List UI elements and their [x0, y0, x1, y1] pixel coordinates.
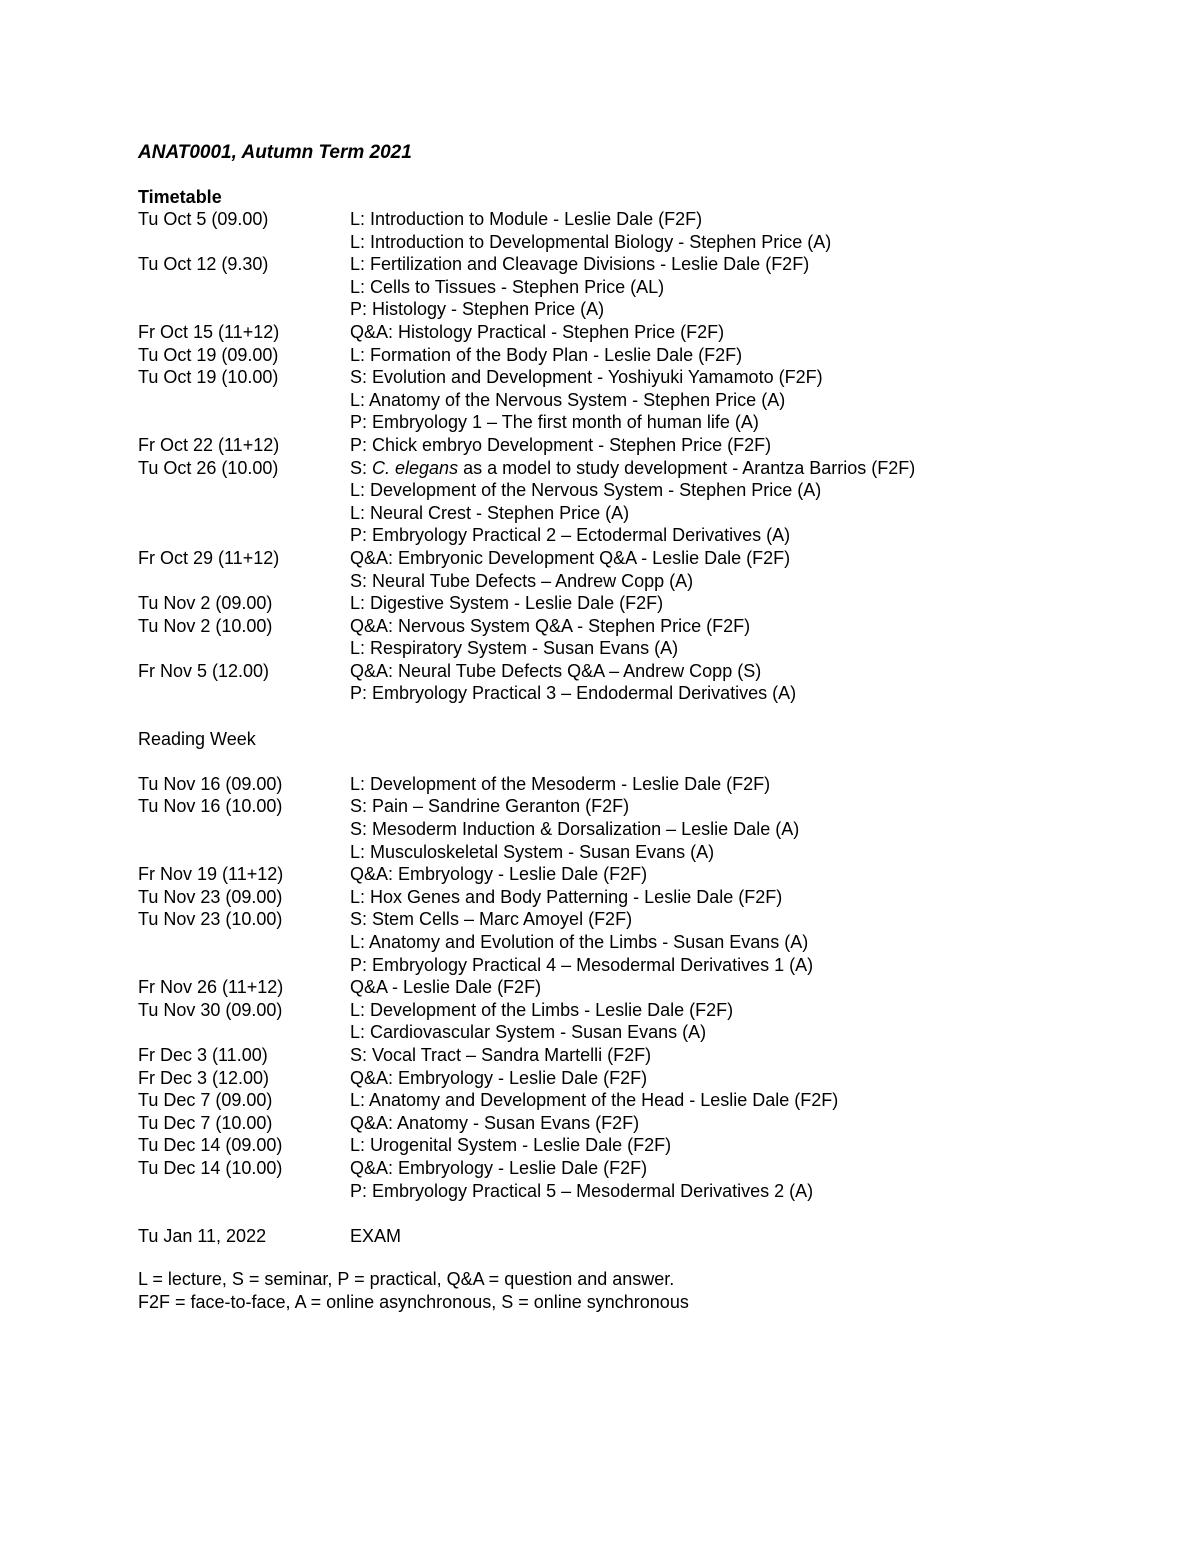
timetable-row: [138, 344, 1178, 367]
timetable-row: [138, 931, 1178, 954]
row-event: L: Introduction to Module - Leslie Dale (F2F): [350, 209, 703, 229]
row-date: Fr Oct 22 (11+12): [138, 434, 280, 455]
row-date: Tu Nov 2 (09.00): [138, 593, 273, 614]
legend-line: F2F = face-to-face, A = online asynchronous, S = online synchronous: [138, 1291, 689, 1312]
row-event: P: Chick embryo Development - Stephen Price (F2F): [350, 434, 772, 455]
row-event: L: Cells to Tissues - Stephen Price (AL): [350, 276, 665, 297]
row-event: L: Formation of the Body Plan - Leslie Dale (F2F): [350, 344, 743, 365]
timetable-row: [138, 389, 1178, 412]
row-event: Q&A: Nervous System Q&A - Stephen Price (F2F): [350, 615, 751, 636]
row-date: Fr Dec 3 (12.00): [138, 1067, 270, 1088]
row-event: S: Stem Cells – Marc Amoyel (F2F): [350, 909, 633, 930]
timetable-row: [138, 637, 1178, 660]
row-date: Fr Dec 3 (11.00): [138, 1044, 268, 1065]
row-date: Tu Oct 19 (09.00): [138, 344, 279, 365]
row-event: L: Neural Crest - Stephen Price (A): [350, 502, 630, 523]
row-date: Fr Nov 26 (11+12): [138, 977, 284, 998]
timetable-row: [138, 1044, 1178, 1067]
row-event: L: Musculoskeletal System - Susan Evans (A): [350, 841, 715, 862]
timetable-row: [138, 795, 1178, 818]
row-event: P: Histology - Stephen Price (A): [350, 299, 605, 320]
row-spacer: [138, 1202, 1178, 1225]
row-spacer: [138, 705, 1178, 728]
row-event: P: Embryology Practical 3 – Endodermal Derivatives (A): [350, 683, 797, 704]
timetable-row: [138, 276, 1178, 299]
event-suffix: as a model to study development - Arantza Barrios (F2F): [458, 457, 916, 478]
timetable-row: [138, 999, 1178, 1022]
row-date: Tu Oct 5 (09.00): [138, 209, 269, 229]
row-date: Tu Dec 7 (09.00): [138, 1090, 273, 1111]
section-heading: Timetable: [138, 187, 222, 207]
row-date: Tu Nov 23 (10.00): [138, 909, 283, 930]
row-date: Tu Oct 12 (9.30): [138, 254, 269, 275]
timetable-row: [138, 1134, 1178, 1157]
timetable-row: [138, 1157, 1178, 1180]
row-event: S: Mesoderm Induction & Dorsalization – Leslie Dale (A): [350, 819, 800, 840]
timetable-row: [138, 592, 1178, 615]
row-event: P: Embryology 1 – The first month of human life (A): [350, 412, 759, 433]
row-event: S: Pain – Sandrine Geranton (F2F): [350, 796, 630, 817]
row-event: L: Development of the Limbs - Leslie Dale (F2F): [350, 999, 734, 1020]
timetable-row: [138, 411, 1178, 434]
row-event: S: Evolution and Development - Yoshiyuki Yamamoto (F2F): [350, 367, 823, 388]
row-event: Q&A: Histology Practical - Stephen Price (F2F): [350, 321, 725, 342]
timetable-row: [138, 253, 1178, 276]
timetable-row: [138, 773, 1178, 796]
row-event: [350, 457, 915, 480]
timetable-row: [138, 366, 1178, 389]
timetable-row: [138, 728, 1178, 751]
row-date: Tu Nov 30 (09.00): [138, 999, 283, 1020]
row-event: Q&A: Neural Tube Defects Q&A – Andrew Copp (S): [350, 660, 762, 681]
timetable-row: [138, 570, 1178, 593]
row-date: Tu Nov 2 (10.00): [138, 615, 273, 636]
timetable-row: [138, 524, 1178, 547]
timetable-row: [138, 908, 1178, 931]
row-event: L: Respiratory System - Susan Evans (A): [350, 638, 679, 659]
timetable-row: [138, 231, 1178, 254]
timetable-row: [138, 298, 1178, 321]
row-event: L: Anatomy and Evolution of the Limbs - Susan Evans (A): [350, 932, 809, 952]
row-event: L: Fertilization and Cleavage Divisions - Leslie Dale (F2F): [350, 254, 810, 275]
timetable: [138, 208, 1178, 1247]
row-event: L: Urogenital System - Leslie Dale (F2F): [350, 1135, 672, 1156]
row-event: L: Anatomy of the Nervous System - Stephen Price (A): [350, 389, 786, 410]
timetable-row: [138, 502, 1178, 525]
row-date: Tu Nov 16 (10.00): [138, 796, 283, 817]
timetable-row: [138, 321, 1178, 344]
row-date: Fr Nov 5 (12.00): [138, 660, 270, 681]
row-event: Q&A: Embryology - Leslie Dale (F2F): [350, 864, 648, 885]
row-date: Tu Jan 11, 2022: [138, 1225, 267, 1246]
row-date: Reading Week: [138, 728, 256, 749]
row-date: Tu Nov 23 (09.00): [138, 886, 283, 907]
timetable-row: [138, 1089, 1178, 1112]
row-event: P: Embryology Practical 2 – Ectodermal Derivatives (A): [350, 525, 791, 546]
timetable-row: [138, 886, 1178, 909]
row-date: Tu Dec 7 (10.00): [138, 1112, 273, 1133]
row-date: Tu Oct 26 (10.00): [138, 457, 279, 478]
timetable-row: [138, 863, 1178, 886]
legend-line: L = lecture, S = seminar, P = practical, Q&A = question and answer.: [138, 1269, 675, 1289]
row-event: L: Hox Genes and Body Patterning - Leslie Dale (F2F): [350, 886, 783, 907]
timetable-row: [138, 208, 1178, 231]
row-date: Tu Oct 19 (10.00): [138, 367, 279, 388]
timetable-row: [138, 1180, 1178, 1203]
row-event: L: Introduction to Developmental Biology - Stephen Price (A): [350, 231, 832, 252]
row-event: L: Cardiovascular System - Susan Evans (A): [350, 1022, 707, 1043]
timetable-row: [138, 1067, 1178, 1090]
row-event: L: Development of the Nervous System - Stephen Price (A): [350, 480, 822, 501]
row-event: S: Neural Tube Defects – Andrew Copp (A): [350, 570, 694, 591]
row-event: L: Digestive System - Leslie Dale (F2F): [350, 593, 664, 614]
row-date: Fr Nov 19 (11+12): [138, 864, 284, 885]
row-event: S: Vocal Tract – Sandra Martelli (F2F): [350, 1044, 652, 1065]
timetable-row: [138, 954, 1178, 977]
timetable-row: [138, 1021, 1178, 1044]
row-event: P: Embryology Practical 4 – Mesodermal Derivatives 1 (A): [350, 954, 814, 975]
row-event: Q&A - Leslie Dale (F2F): [350, 977, 542, 998]
document-title: ANAT0001, Autumn Term 2021: [138, 142, 412, 163]
row-spacer: [138, 750, 1178, 773]
timetable-row: [138, 479, 1178, 502]
row-date: Fr Oct 29 (11+12): [138, 547, 280, 568]
legend-notes: [138, 1268, 689, 1313]
row-date: Tu Dec 14 (09.00): [138, 1135, 283, 1156]
timetable-row: [138, 841, 1178, 864]
row-event: Q&A: Embryonic Development Q&A - Leslie Dale (F2F): [350, 547, 791, 568]
timetable-row: [138, 547, 1178, 570]
timetable-row: [138, 434, 1178, 457]
timetable-row: [138, 818, 1178, 841]
row-event: Q&A: Embryology - Leslie Dale (F2F): [350, 1067, 648, 1088]
row-event: P: Embryology Practical 5 – Mesodermal Derivatives 2 (A): [350, 1180, 814, 1201]
row-event: Q&A: Embryology - Leslie Dale (F2F): [350, 1157, 648, 1178]
row-date: Tu Dec 14 (10.00): [138, 1157, 283, 1178]
row-event: L: Development of the Mesoderm - Leslie Dale (F2F): [350, 773, 771, 794]
timetable-row: [138, 1112, 1178, 1135]
timetable-row: [138, 457, 1178, 480]
timetable-row: [138, 615, 1178, 638]
row-event: EXAM: [350, 1225, 402, 1246]
row-date: Fr Oct 15 (11+12): [138, 321, 280, 342]
row-date: Tu Nov 16 (09.00): [138, 773, 283, 794]
timetable-row: [138, 682, 1178, 705]
event-prefix: S:: [350, 457, 373, 478]
timetable-row: [138, 976, 1178, 999]
row-event: Q&A: Anatomy - Susan Evans (F2F): [350, 1112, 640, 1133]
event-italic-term: C. elegans: [372, 457, 459, 478]
row-event: L: Anatomy and Development of the Head - Leslie Dale (F2F): [350, 1090, 839, 1111]
timetable-row: [138, 660, 1178, 683]
timetable-row: [138, 1225, 1178, 1248]
